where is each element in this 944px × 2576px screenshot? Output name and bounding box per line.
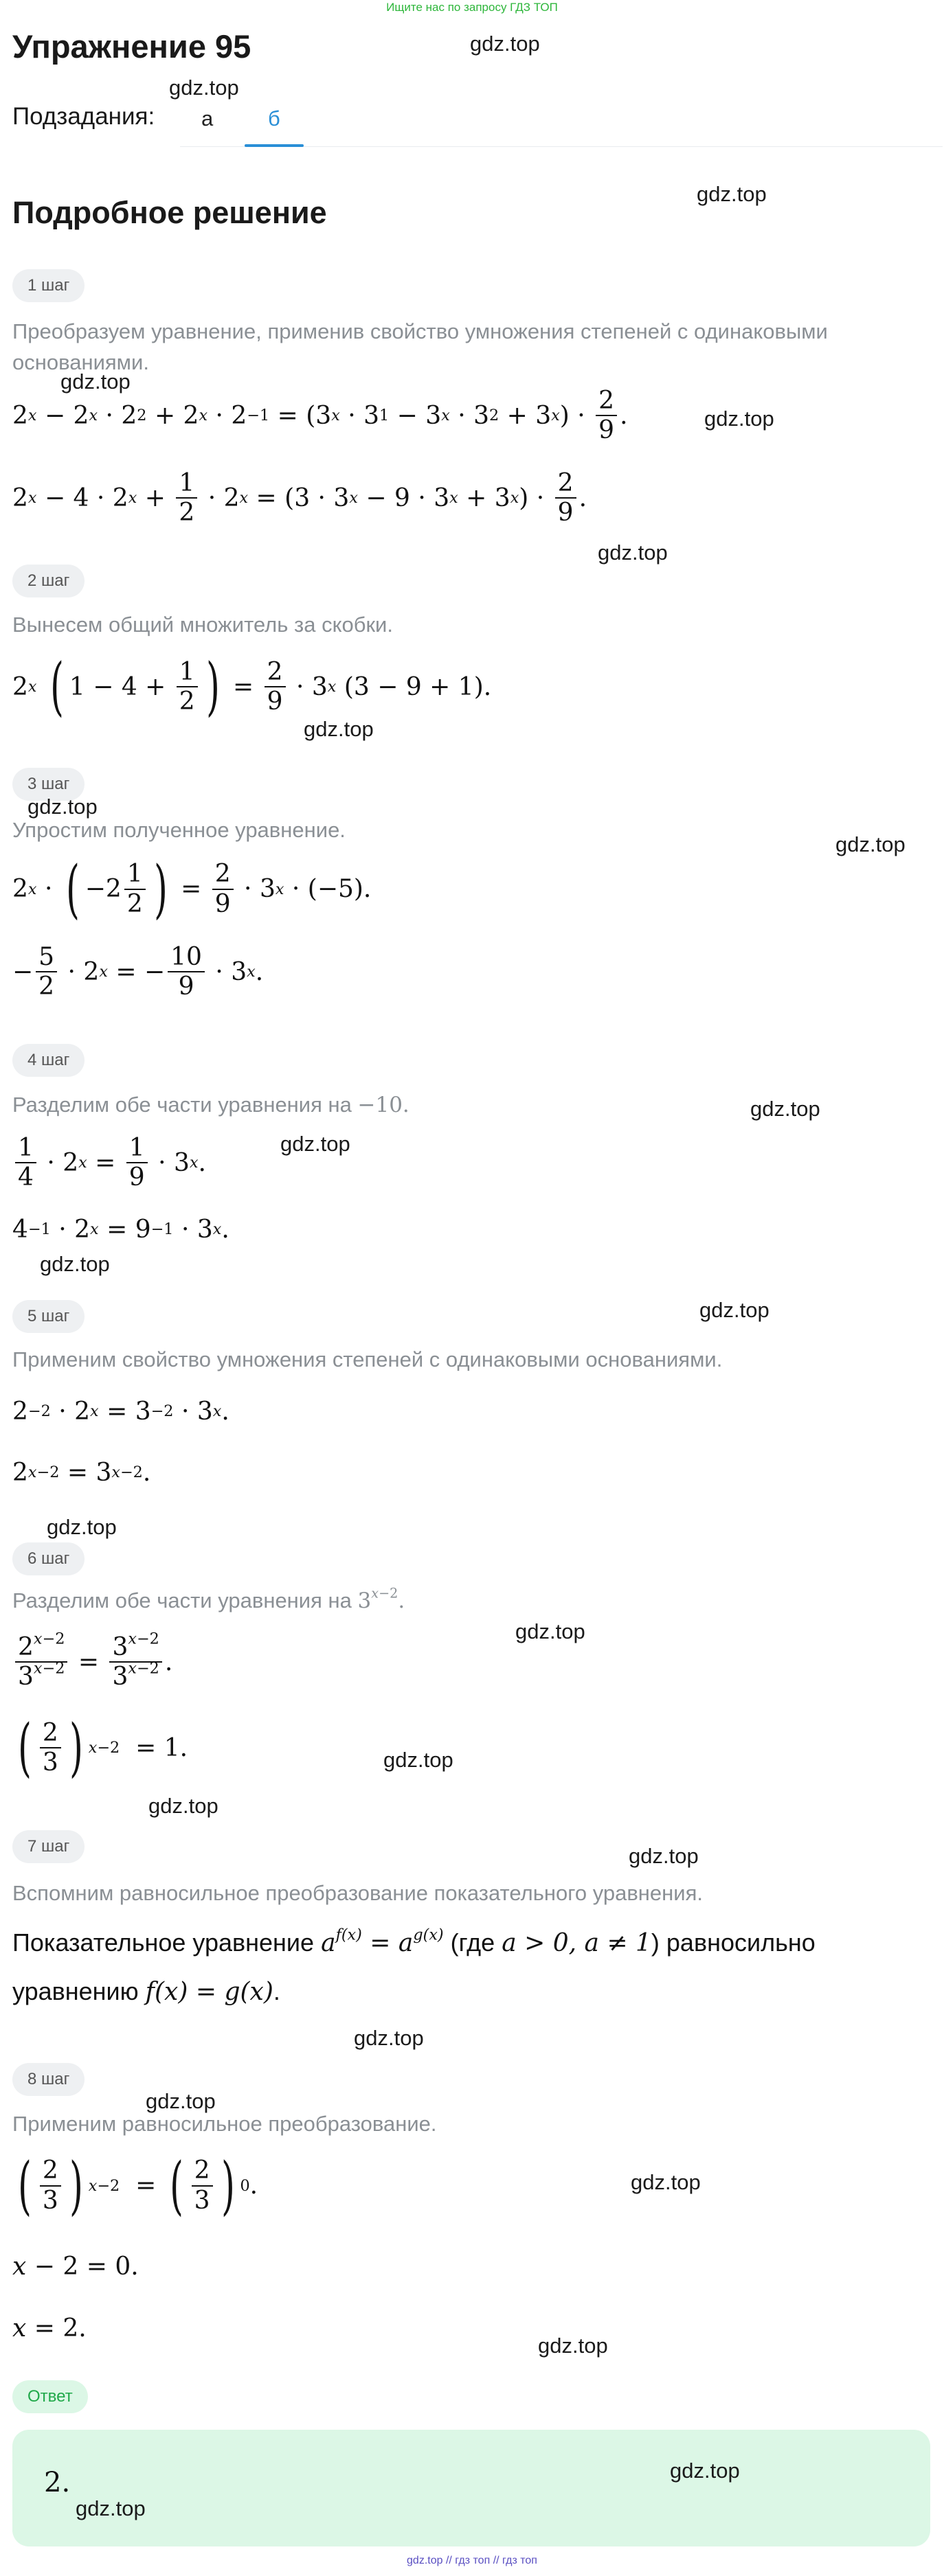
equation: 2 −2 · 2 x = 3 −2 · 3 x . <box>12 1397 229 1426</box>
watermark: gdz.top <box>76 2496 146 2520</box>
step-badge: 3 шаг <box>12 768 85 801</box>
watermark: gdz.top <box>60 369 131 394</box>
step-description: Применим равносильное преобразование. <box>12 2112 437 2136</box>
watermark: gdz.top <box>538 2334 608 2358</box>
equation: $\frac{1}{4}$ · 2 x = $\frac{1}{9}$ · 3 x . <box>12 1125 206 1200</box>
step-text: Разделим обе части уравнения на <box>12 1093 352 1117</box>
page-title: Упражнение 95 <box>12 28 251 65</box>
watermark: gdz.top <box>169 76 239 100</box>
watermark: gdz.top <box>354 2026 424 2050</box>
watermark: gdz.top <box>470 32 540 56</box>
equation: 2 x − 2 x · 2 2 + 2 x · 2 −1 = (3 x · 3 1 − 3 x · 3 2 + 3 x ) · $\frac{2}{9}$ . <box>12 386 628 444</box>
step-badge: 6 шаг <box>12 1542 85 1575</box>
subtasks-label: Подзадания: <box>12 103 155 130</box>
step-badge: 1 шаг <box>12 269 85 302</box>
step-description: Преобразуем уравнение, применив свойство умножения степеней с одинаковыми основаниями. <box>12 319 828 374</box>
rule-text: ) равносильно <box>651 1928 816 1957</box>
equation: 2 x · ( −2 $\frac{1}{2}$ ) = $\frac{2}{9}$ · 3 x · (−5). <box>12 852 372 926</box>
equation: ( $\frac{2}{3}$ ) x−2 = ( $\frac{2}{3}$ ) 0 . <box>18 2148 258 2222</box>
answer-badge: Ответ <box>12 2380 88 2413</box>
watermark: gdz.top <box>304 717 374 741</box>
step-description: Упростим полученное уравнение. <box>12 818 346 842</box>
watermark: gdz.top <box>148 1794 218 1818</box>
equation: − $\frac{5}{2}$ · 2 x = − $\frac{10}{9}$ · 3 x . <box>12 942 264 1001</box>
watermark: gdz.top <box>704 407 774 431</box>
watermark: gdz.top <box>47 1515 117 1539</box>
equation: ( $\frac{2}{3}$ ) x−2 = 1. <box>18 1711 188 1784</box>
active-tab-indicator <box>245 144 304 147</box>
watermark: gdz.top <box>515 1619 585 1643</box>
step-badge: 7 шаг <box>12 1830 85 1863</box>
footer-links[interactable]: gdz.top // гдз топ // гдз топ <box>407 2555 537 2566</box>
watermark: gdz.top <box>146 2089 216 2113</box>
watermark: gdz.top <box>598 540 668 565</box>
watermark: gdz.top <box>835 832 906 856</box>
watermark: gdz.top <box>280 1132 350 1156</box>
watermark: gdz.top <box>40 1252 110 1276</box>
section-title: Подробное решение <box>12 195 327 230</box>
watermark: gdz.top <box>750 1097 820 1121</box>
step-description: Применим свойство умножения степеней с одинаковыми основаниями. <box>12 1347 723 1371</box>
equation: $\frac{2^{x-2}}{3^{x-2}}$ = $\frac{3^{x-2}}{3^{x-2}}$ . <box>12 1624 172 1700</box>
equation: 2 x − 4 · 2 x + $\frac{1}{2}$ · 2 x = (3 · 3 x − 9 · 3 x + 3 x ) · $\frac{2}{9}$ . <box>12 468 587 527</box>
watermark: gdz.top <box>670 2459 740 2483</box>
step-badge: 5 шаг <box>12 1300 85 1333</box>
watermark: gdz.top <box>27 795 98 819</box>
rule-text: Показательное уравнение <box>12 1928 315 1957</box>
search-hint: Ищите нас по запросу ГДЗ ТОП <box>386 1 558 14</box>
equation: 2 x−2 = 3 x−2 . <box>12 1458 151 1487</box>
step-description: Вспомним равносильное преобразование показательного уравнения. <box>12 1881 703 1905</box>
step-badge: 2 шаг <box>12 565 85 597</box>
step-value: −10. <box>357 1093 409 1117</box>
step-description <box>12 1585 926 1617</box>
equation: 2 x ( 1 − 4 + $\frac{1}{2}$ ) = $\frac{2}{9}$ · 3 x (3 − 9 + 1). <box>12 650 492 723</box>
watermark: gdz.top <box>629 1844 699 1868</box>
tab-b[interactable]: б <box>268 106 280 130</box>
equation: 4 −1 · 2 x = 9 −1 · 3 x . <box>12 1215 229 1244</box>
answer-value: 2. <box>44 2467 71 2498</box>
watermark: gdz.top <box>699 1298 769 1322</box>
step-badge: 4 шаг <box>12 1044 85 1077</box>
step-text: Разделим обе части уравнения на <box>12 1588 352 1612</box>
tab-a[interactable]: а <box>201 106 214 130</box>
rule-text: (где <box>450 1928 495 1957</box>
equation: x = 2. <box>12 2314 87 2343</box>
rule-statement: Показательное уравнение $a^{f(x)} = a^{g(x)}$ (где a > 0, a ≠ 1) равносильно уравнению f(x) = g(x). <box>12 1926 816 2006</box>
step-exponent: $3^{x-2}$. <box>357 1585 405 1613</box>
watermark: gdz.top <box>383 1748 453 1772</box>
step-description: Вынесем общий множитель за скобки. <box>12 613 393 637</box>
rule-text: уравнению <box>12 1977 139 2005</box>
watermark: gdz.top <box>631 2170 701 2194</box>
answer-box <box>12 2430 930 2546</box>
watermark: gdz.top <box>697 182 767 206</box>
step-badge: 8 шаг <box>12 2063 85 2096</box>
equation: x − 2 = 0. <box>12 2252 139 2281</box>
